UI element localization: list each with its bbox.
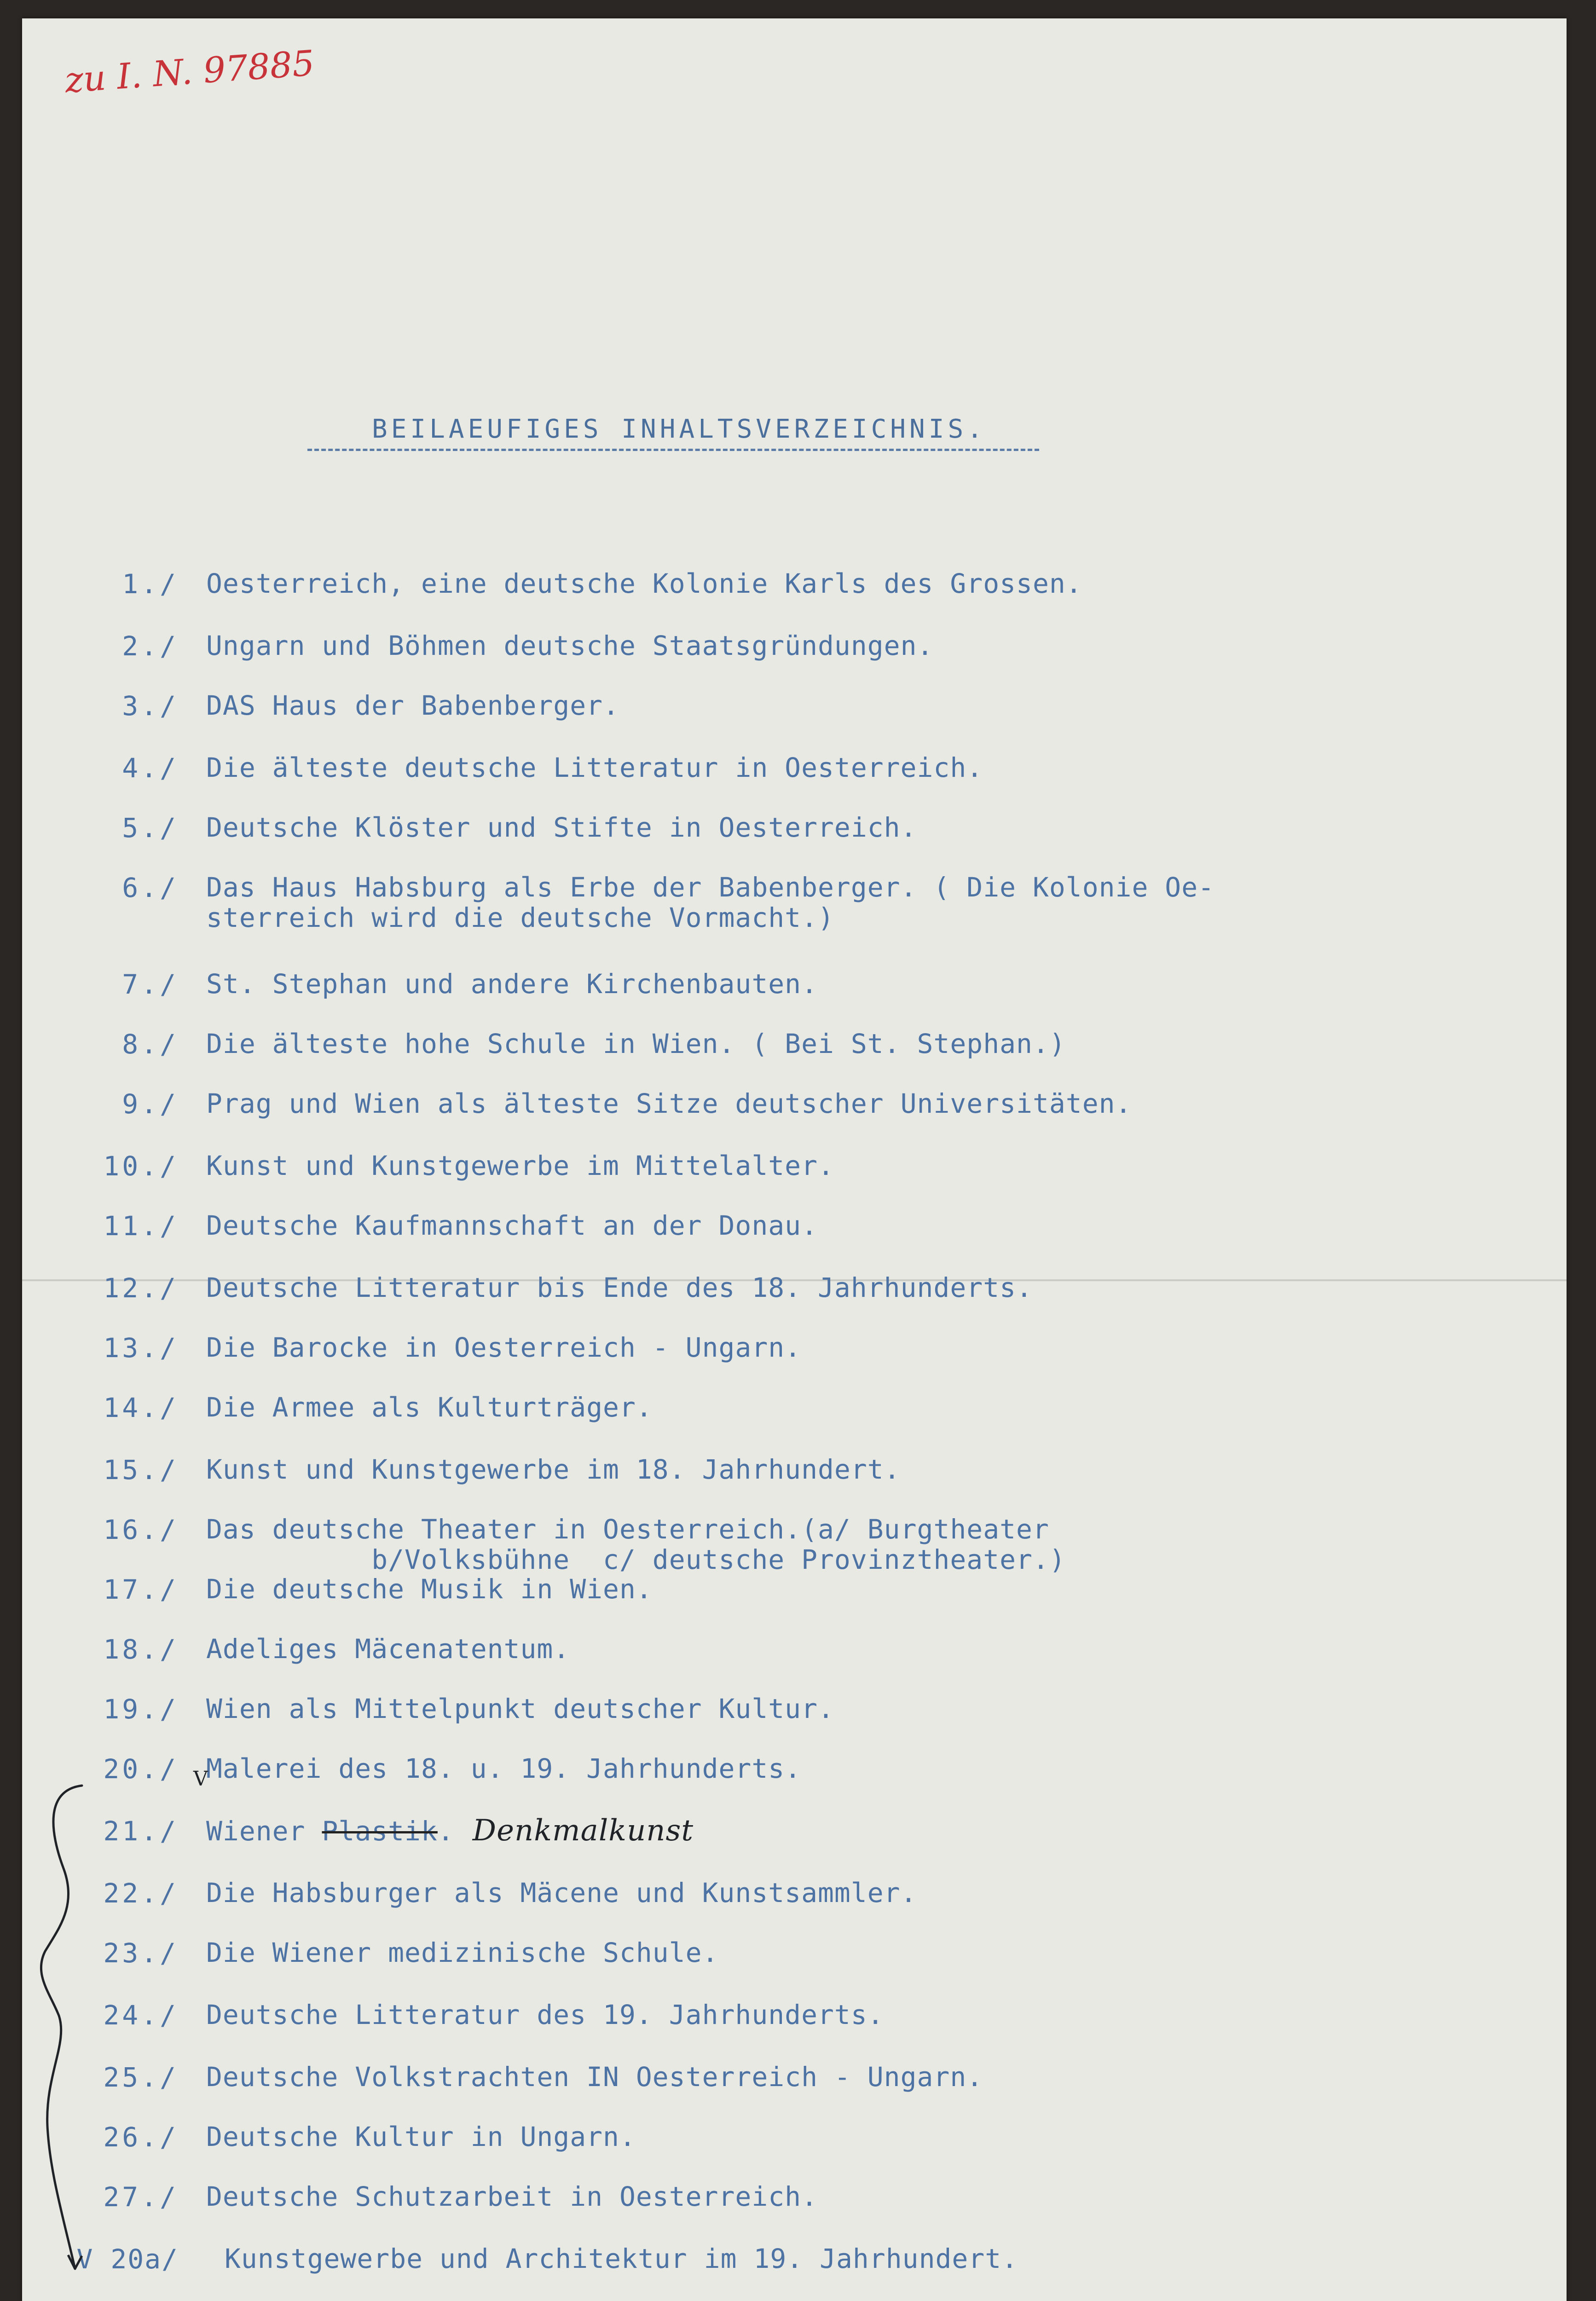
entry-text xyxy=(206,969,818,999)
entry-text-line: Prag und Wien als älteste Sitze deutscher Universitäten. xyxy=(206,1088,1132,1119)
entry-text xyxy=(206,872,1214,933)
entry-text-line: Malerei des 18. u. 19. Jahrhunderts. xyxy=(206,1753,802,1784)
entry-text xyxy=(206,2181,818,2212)
entry-number: 21./ xyxy=(103,1815,179,1847)
title-underline xyxy=(307,449,1039,451)
entry-number: 11./ xyxy=(103,1210,179,1242)
entry-number: 25./ xyxy=(103,2062,179,2093)
entry-text xyxy=(206,1937,719,1968)
entry-text xyxy=(206,2062,983,2092)
entry-number: 14./ xyxy=(103,1392,179,1423)
entry-number: 26./ xyxy=(103,2122,179,2153)
entry-text-line: Adeliges Mäcenatentum. xyxy=(206,1633,570,1665)
entry-text-line: Kunst und Kunstgewerbe im Mittelalter. xyxy=(206,1150,834,1181)
entry-number: 13./ xyxy=(103,1332,179,1364)
entry-number: 22./ xyxy=(103,1878,179,1909)
entry-text xyxy=(206,1332,801,1363)
entry-number: 10./ xyxy=(103,1150,179,1182)
entry-text-line: Deutsche Klöster und Stifte in Oesterreich. xyxy=(206,812,917,843)
entry-number: 16./ xyxy=(103,1514,179,1545)
struck-word: Plastik xyxy=(322,1815,438,1847)
entry-text xyxy=(206,1392,653,1422)
entry-text-line: Die Habsburger als Mäcene und Kunstsammler. xyxy=(206,1877,917,1908)
entry-text xyxy=(206,690,619,721)
document-title: BEILAEUFIGES INHALTSVERZEICHNIS. xyxy=(372,414,986,444)
entry-number: 18./ xyxy=(103,1634,179,1665)
entry-number: 1./ xyxy=(122,568,179,600)
entry-number: 4./ xyxy=(122,752,179,784)
entry-number: 5./ xyxy=(122,812,179,844)
entry-number: 24./ xyxy=(103,2000,179,2031)
entry-text xyxy=(206,1574,653,1604)
entry-text xyxy=(206,1694,834,1724)
entry-number: 7./ xyxy=(122,969,179,1000)
entry-text xyxy=(206,1210,818,1241)
entry-text-line: Deutsche Litteratur bis Ende des 18. Jahrhunderts. xyxy=(206,1272,1033,1303)
entry-text xyxy=(206,1029,1066,1059)
entry-number: 17./ xyxy=(103,1574,179,1605)
entry-text-line: Die deutsche Musik in Wien. xyxy=(206,1573,653,1605)
entry-text xyxy=(206,1150,834,1181)
entry-text xyxy=(206,1454,901,1485)
entry-number: 19./ xyxy=(103,1694,179,1725)
entry-text-line: Oesterreich, eine deutsche Kolonie Karls des Grossen. xyxy=(206,568,1082,599)
entry-text-line: Deutsche Kaufmannschaft an der Donau. xyxy=(206,1210,818,1241)
entry-number: V 20a/ xyxy=(76,2243,179,2275)
archive-note: zu I. N. 97885 xyxy=(64,42,316,101)
entry-text-line: Kunst und Kunstgewerbe im 18. Jahrhundert. xyxy=(206,1454,901,1485)
entry-number: 8./ xyxy=(122,1029,179,1060)
entry-number: 12./ xyxy=(103,1272,179,1304)
handwritten-bracket xyxy=(31,1776,96,2292)
entry-text xyxy=(206,1753,801,1784)
entry-text-line: Deutsche Volkstrachten IN Oesterreich - Ungarn. xyxy=(206,2061,983,2093)
entry-text xyxy=(206,1878,917,1908)
entry-number: 2./ xyxy=(122,630,179,662)
entry-text-line: Deutsche Litteratur des 19. Jahrhunderts. xyxy=(206,1999,884,2030)
entry-text xyxy=(206,1272,1033,1303)
entry-text-line: Ungarn und Böhmen deutsche Staatsgründungen. xyxy=(206,630,934,661)
entry-text-line: Die Barocke in Oesterreich - Ungarn. xyxy=(206,1332,802,1363)
entry-number: 20./ xyxy=(103,1753,179,1785)
entry-text xyxy=(206,812,917,843)
entry-number: 27./ xyxy=(103,2181,179,2213)
entry-text-line: Das Haus Habsburg als Erbe der Babenberger. ( Die Kolonie Oe- xyxy=(206,872,1215,903)
entry-text xyxy=(206,1815,694,1846)
entry-number: 3./ xyxy=(122,690,179,722)
entry-text-line: DAS Haus der Babenberger. xyxy=(206,690,619,721)
entry-text-suffix: . xyxy=(437,1815,454,1847)
entry-number: 15./ xyxy=(103,1454,179,1486)
entry-text-line: b/Volksbühne c/ deutsche Provinztheater.) xyxy=(206,1544,1066,1575)
entry-text-line: sterreich wird die deutsche Vormacht.) xyxy=(206,902,834,933)
entry-text xyxy=(206,1514,1066,1575)
entry-text xyxy=(206,2000,884,2030)
insert-mark: V xyxy=(193,1767,208,1791)
entry-text-line: Die Wiener medizinische Schule. xyxy=(206,1937,719,1968)
entry-text xyxy=(206,568,1082,599)
entry-number: 6./ xyxy=(122,872,179,903)
entry-number: 23./ xyxy=(103,1937,179,1969)
entry-text-line: Die Armee als Kulturträger. xyxy=(206,1392,653,1423)
entry-text-line: Wien als Mittelpunkt deutscher Kultur. xyxy=(206,1693,834,1724)
entry-text xyxy=(225,2243,1018,2274)
entry-text-line: Die älteste deutsche Litteratur in Oesterreich. xyxy=(206,752,983,783)
entry-text xyxy=(206,1634,570,1664)
entry-text xyxy=(206,2122,636,2152)
entry-number: 9./ xyxy=(122,1088,179,1120)
document-page xyxy=(22,18,1567,2301)
entry-text-line: Die älteste hohe Schule in Wien. ( Bei St. Stephan.) xyxy=(206,1028,1066,1059)
entry-text-prefix: Wiener xyxy=(206,1815,322,1847)
entry-text-line: Kunstgewerbe und Architektur im 19. Jahrhundert. xyxy=(225,2243,1018,2274)
entry-text xyxy=(206,630,933,661)
entry-text xyxy=(206,752,983,783)
entry-text xyxy=(206,1088,1132,1119)
entry-text-line: Deutsche Kultur in Ungarn. xyxy=(206,2121,636,2152)
entry-text-line: St. Stephan und andere Kirchenbauten. xyxy=(206,968,818,1000)
entry-text-line: Das deutsche Theater in Oesterreich.(a/ Burgtheater xyxy=(206,1514,1049,1545)
entry-text-line: Deutsche Schutzarbeit in Oesterreich. xyxy=(206,2181,818,2212)
handwritten-correction: Denkmalkunst xyxy=(472,1814,694,1848)
